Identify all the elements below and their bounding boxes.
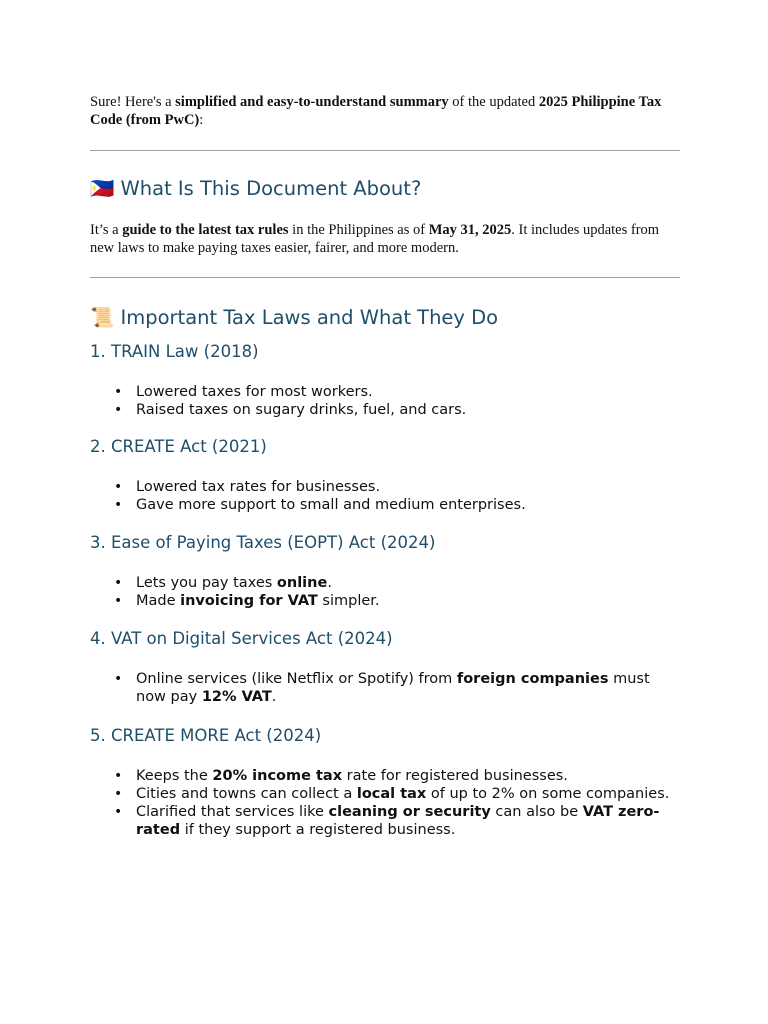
law-title-train: 1. TRAIN Law (2018) [90,342,259,361]
law-title-eopt: 3. Ease of Paying Taxes (EOPT) Act (2024) [90,533,436,552]
intro-text-2: of the updated [448,94,539,110]
intro-paragraph [90,93,680,129]
list-item: • Keeps the 20% income tax rate for registered businesses. [136,767,680,785]
list-item: • Made invoicing for VAT simpler. [136,592,680,610]
list-item: • Gave more support to small and medium enterprises. [136,496,680,514]
about-text-1: It’s a [90,222,123,238]
divider-2 [90,277,680,278]
about-bold-1: guide to the latest tax rules [122,222,289,238]
list-item: • Online services (like Netflix or Spotify) from foreign companies must now pay 12% VAT. [136,670,680,706]
list-item: • Lowered taxes for most workers. [136,383,680,401]
law-list-create-more [90,767,680,839]
intro-text-1: Sure! Here's a [90,94,176,110]
law-list-create [90,478,680,514]
section-heading-about: 🇵🇭 What Is This Document About? [90,177,422,200]
law-list-train [90,383,680,419]
about-text-3: . It includes updates from new laws to make paying taxes easier, fairer, and more modern. [90,222,660,256]
about-bold-2: May 31, 2025 [428,222,512,238]
list-item: • Lowered tax rates for businesses. [136,478,680,496]
list-item: • Raised taxes on sugary drinks, fuel, and cars. [136,401,680,419]
list-item: • Clarified that services like cleaning or security can also be VAT zero-rated if they support a registered business. [136,803,680,839]
law-title-vat-digital: 4. VAT on Digital Services Act (2024) [90,629,393,648]
list-item: • Lets you pay taxes online. [136,574,680,592]
list-item: • Cities and towns can collect a local tax of up to 2% on some companies. [136,785,680,803]
about-paragraph [90,221,680,257]
about-text-2: in the Philippines as of [288,222,429,238]
divider-1 [90,150,680,151]
document-body [90,93,680,839]
law-title-create: 2. CREATE Act (2021) [90,437,267,456]
intro-bold-1: simplified and easy-to-understand summary [175,94,449,110]
intro-text-3: : [199,112,204,128]
law-title-create-more: 5. CREATE MORE Act (2024) [90,726,322,745]
law-list-vat-digital [90,670,680,706]
intro-bold-2: 2025 Philippine Tax Code (from PwC) [90,94,662,128]
section-heading-laws: 📜 Important Tax Laws and What They Do [90,306,499,329]
law-list-eopt [90,574,680,610]
